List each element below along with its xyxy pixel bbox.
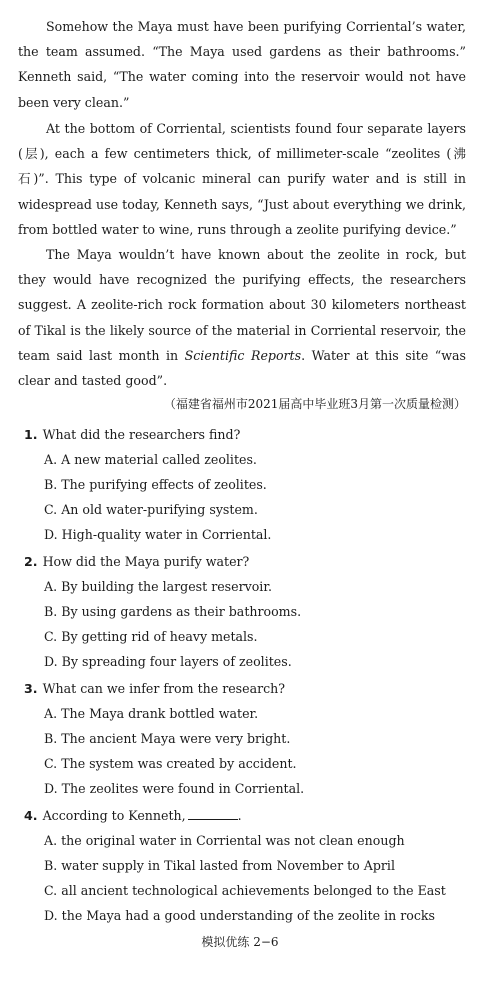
option-3a: A. The Maya drank bottled water.	[44, 706, 259, 721]
journal-title: Scientific Reports	[184, 347, 302, 363]
question-stem: According to Kenneth,	[42, 808, 186, 823]
question-number: 1.	[24, 427, 38, 442]
question-4	[24, 806, 470, 826]
option-2c: C. By getting rid of heavy metals.	[44, 629, 258, 644]
question-number: 2.	[24, 554, 38, 569]
option-4b: B. water supply in Tikal lasted from November to April	[44, 858, 395, 873]
page-footer: 模拟优练 2−6	[201, 935, 279, 949]
question-number: 4.	[24, 808, 38, 823]
option-3d: D. The zeolites were found in Corriental.	[44, 781, 305, 796]
option-2b: B. By using gardens as their bathrooms.	[44, 604, 302, 619]
option-2a: A. By building the largest reservoir.	[44, 579, 272, 594]
question-stem: What can we infer from the research?	[42, 681, 286, 696]
option-3b: B. The ancient Maya were very bright.	[44, 731, 291, 746]
option-1d: D. High-quality water in Corriental.	[44, 527, 272, 542]
option-4d: D. the Maya had a good understanding of the zeolite in rocks	[44, 908, 435, 923]
passage-paragraph-2: At the bottom of Corriental, scientists found four separate layers (层), each a few centimeters thick, of millimeter-scale “zeolites (沸石)”. This type of volcanic mineral can purify water and is still in widespread use today, Kenneth says, “Just about everything we drink, from bottled water to wine, runs through a zeolite purifying device.”	[18, 121, 466, 237]
paragraph-3-text-b: . Water at this site “was clear and tasted good”.	[18, 347, 467, 389]
question-3	[24, 679, 470, 699]
passage-paragraph-1: Somehow the Maya must have been purifying Corriental’s water, the team assumed. “The Maya used gardens as their bathrooms.” Kenneth said, “The water coming into the reservoir would not have been very clean.”	[18, 19, 466, 110]
question-stem-end: .	[237, 808, 242, 823]
option-1a: A. A new material called zeolites.	[44, 452, 257, 467]
option-4a: A. the original water in Corriental was not clean enough	[44, 833, 405, 848]
source-citation: （福建省福州市2021届高中毕业班3月第一次质量检测）	[163, 397, 466, 411]
paragraph-3-text-a: The Maya wouldn’t have known about the zeolite in rock, but they would have recognized the purifying effects, the researchers suggest. A zeolite-rich rock formation about 30 kilometers northeast of Tikal is the likely source of the material in Corriental reservoir, the team said last month in	[18, 247, 466, 363]
option-4c: C. all ancient technological achievements belonged to the East	[44, 883, 446, 898]
question-stem: What did the researchers find?	[42, 427, 241, 442]
passage-paragraph-3	[18, 242, 466, 393]
answer-blank[interactable]	[188, 807, 238, 820]
question-number: 3.	[24, 681, 38, 696]
question-2	[24, 552, 470, 572]
option-3c: C. The system was created by accident.	[44, 756, 297, 771]
question-stem: How did the Maya purify water?	[42, 554, 250, 569]
question-1	[24, 425, 470, 445]
option-1b: B. The purifying effects of zeolites.	[44, 477, 267, 492]
option-1c: C. An old water-purifying system.	[44, 502, 258, 517]
option-2d: D. By spreading four layers of zeolites.	[44, 654, 292, 669]
